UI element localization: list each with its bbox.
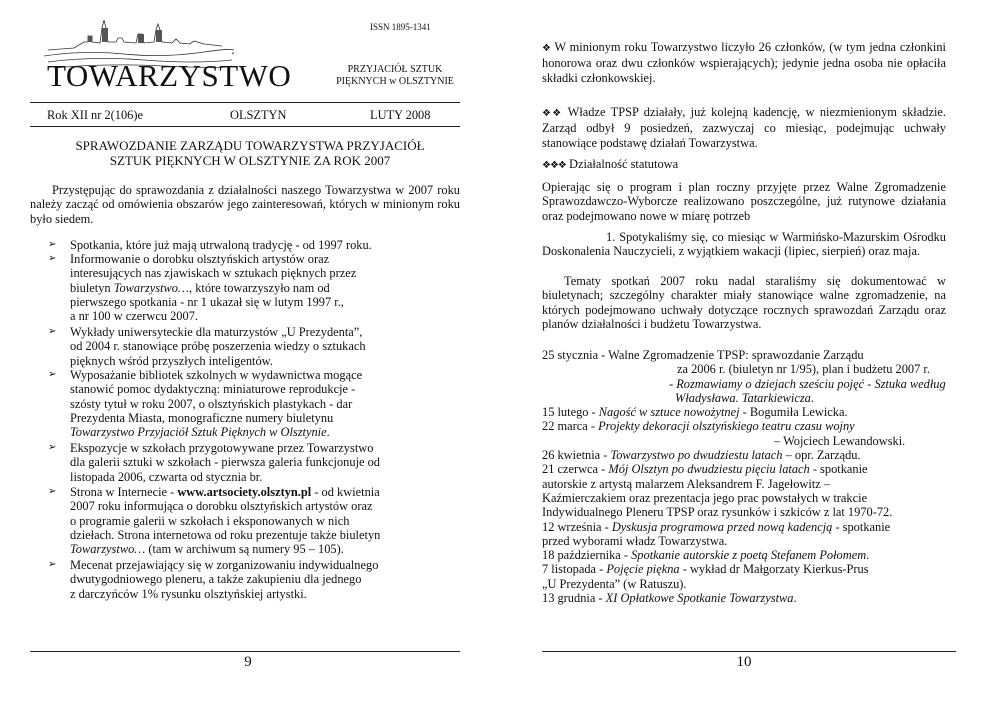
bullet-arrow-icon: ➢ — [48, 486, 57, 497]
publisher-name — [310, 64, 480, 88]
issn: ISSN 1895-1341 — [370, 22, 431, 32]
issue-date: LUTY 2008 — [370, 108, 431, 122]
schedule-entry: 25 stycznia - Walne Zgromadzenie TPSP: sprawozdanie Zarządu — [542, 348, 864, 362]
schedule-entry: 18 października - Spotkanie autorskie z poetą Stefanem Połomem. — [542, 548, 870, 563]
statutory-heading: ❖❖❖ Działalność statutowa — [542, 157, 679, 171]
bullet-5-line-1: Ekspozycje w szkołach przygotowywane przez Towarzystwo — [70, 441, 374, 455]
page-number: 9 — [244, 654, 252, 670]
bullet-5-line-2: dla galerii sztuki w szkołach - pierwsza galeria funkcjonuje od — [70, 455, 380, 470]
bullet-5 — [48, 441, 448, 484]
bullet-arrow-icon: ➢ — [48, 559, 57, 570]
schedule-entry: 12 września - Dyskusja programowa przed nową kadencją - spotkanie — [542, 519, 891, 534]
program-paragraph: Opierając się o program i plan roczny przyjęte przez Walne Zgromadzenie Sprawozdawczo-Wyborcze realizowano poszczególne, już rutynowe działania oraz podejmowano nowe w miarę potrzeb — [542, 180, 946, 223]
masthead-title: TOWARZYSTWO — [47, 58, 292, 93]
members-paragraph: ❖ W minionym roku Towarzystwo liczyło 26 członków, (w tym jedna członkini honorowa oraz dwu członków wspierających); jedynie jedna osoba nie opłaciła składki członkowskiej. — [542, 40, 946, 85]
triple-diamond-icon: ❖❖❖ — [542, 160, 566, 171]
bullet-2 — [48, 252, 448, 323]
right-page — [496, 0, 992, 701]
bullet-2-line-2: interesujących nas zjawiskach w sztukach pięknych przez — [70, 266, 357, 281]
bullet-5-line-3: listopada 2006, czwarta od stycznia br. — [70, 469, 263, 484]
masthead-rule-top — [30, 102, 460, 103]
bullet-4-line-2: stanowić pomoc dydaktyczną: miniaturowe reprodukcje - — [70, 382, 356, 397]
bullet-7-line-3: z darczyńców 1% rysunku olsztyńskiej artystki. — [70, 586, 307, 601]
bullet-3-line-1: Wykłady uniwersyteckie dla maturzystów „U Prezydenta”, — [70, 325, 363, 339]
schedule-entry: 7 listopada - Pojęcie piękna - wykład dr Małgorzaty Kierkus-Prus — [542, 562, 869, 577]
bullet-7-line-1: Mecenat przejawiający się w zorganizowaniu indywidualnego — [70, 558, 379, 572]
bullet-4-line-3: szósty tytuł w roku 2007, o olsztyńskich plastykach - dar — [70, 396, 353, 411]
bullet-4 — [48, 368, 448, 439]
bullet-arrow-icon: ➢ — [48, 326, 57, 337]
intro-paragraph: Przystępując do sprawozdania z działalności naszego Towarzystwa w 2007 roku należy zacząć od omówienia obszarów jego zainteresowań, których w minionym roku było siedem. — [30, 183, 460, 226]
bullet-3 — [48, 325, 448, 368]
bullet-arrow-icon: ➢ — [48, 442, 57, 453]
bulletin-title: Towarzystwo… — [113, 280, 190, 295]
bullet-2-line-1: Informowanie o dorobku olsztyńskich artystów oraz — [70, 252, 330, 266]
footer-rule — [30, 651, 460, 652]
bullet-4-line-5: Towarzystwo Przyjaciół Sztuk Pięknych w Olsztynie. — [70, 425, 330, 440]
bullet-6-line-2: 2007 roku informująca o dorobku olsztyńskich artystów oraz — [70, 499, 373, 514]
schedule-entry: 21 czerwca - Mój Olsztyn po dwudziestu pięciu latach - spotkanie — [542, 462, 868, 477]
bullet-3-line-2: od 2004 r. stanowiące próbę poszerzenia wiedzy o sztukach — [70, 339, 366, 354]
website-url[interactable]: www.artsociety.olsztyn.pl — [177, 485, 312, 499]
page-number: 10 — [736, 654, 752, 670]
bullet-3-line-3: pięknych wśród przyszłych inteligentów. — [70, 353, 273, 368]
report-heading-line-2: SZTUK PIĘKNYCH W OLSZTYNIE ZA ROK 2007 — [109, 153, 391, 168]
bullet-4-line-4: Prezydenta Miasta, monograficzne numery biuletynu — [70, 410, 334, 425]
bullet-6-line-3: o programie galerii w szkołach i eksponowanych w nich — [70, 513, 350, 528]
bullet-6-line-1: Strona w Internecie - www.artsociety.olsztyn.pl - od kwietnia — [70, 485, 380, 499]
report-heading — [40, 138, 460, 168]
bullet-1 — [48, 238, 448, 252]
issue-number: Rok XII nr 2(106)e — [47, 108, 144, 122]
bullet-arrow-icon: ➢ — [48, 369, 57, 380]
diamond-icon: ❖ — [542, 43, 551, 54]
publisher-line-1: PRZYJACIÓŁ SZTUK — [347, 64, 443, 75]
publisher-line-2: PIĘKNYCH w OLSZTYNIE — [336, 76, 454, 87]
schedule-entry: 15 lutego - Nagość w sztuce nowożytnej - Bogumiła Lewicka. — [542, 405, 848, 420]
bullet-2-line-3: biuletyn Towarzystwo…, które towarzyszyło nam od — [70, 280, 330, 295]
topics-paragraph: Tematy spotkań 2007 roku nadal staraliśmy się dokumentować w biuletynach; szczególny charakter miały stanowiące walne zgromadzenie, na których podejmowano uchwały dotyczące rocznych sprawozdań Zarządu oraz planów działalności i budżetu Towarzystwa. — [542, 274, 946, 331]
bullet-2-line-4: pierwszego spotkania - nr 1 ukazał się w lutym 1997 r., — [70, 294, 344, 309]
masthead-rule-bottom — [30, 126, 460, 127]
schedule-entry: 13 grudnia - XI Opłatkowe Spotkanie Towarzystwa. — [542, 591, 797, 606]
meetings-paragraph: 1. Spotykaliśmy się, co miesiąc w Warmińsko-Mazurskim Ośrodku Doskonalenia Nauczycieli, z wyjątkiem wakacji (lipiec, sierpień) oraz maja. — [542, 230, 946, 259]
authorities-paragraph: ❖❖ Władze TPSP działały, już kolejną kadencję, w niezmienionym składzie. Zarząd odbył 9 posiedzeń, zazwyczaj co miesiąc, podejmując uchwały stanowiące podstawę działań Towarzystwa. — [542, 105, 946, 150]
bullet-1-text: Spotkania, które już mają utrwaloną tradycję - od 1997 roku. — [70, 238, 372, 252]
footer-rule — [542, 651, 956, 652]
bullet-arrow-icon: ➢ — [48, 253, 57, 264]
meeting-schedule: 25 stycznia - Walne Zgromadzenie TPSP: sprawozdanie Zarządu za 2006 r. (biuletyn nr 1/95), plan i budżetu 2007 r. - Rozmawiamy o dziejach sześciu pojęć - Sztuka według Władysława. Tatarkiewicza. 15 lutego - Nagość w sztuce nowożytnej - Bogumiła Lewicka. 22 marca - Projekty dekoracji olsztyńskiego teatru czasu wojny – Wojciech Lewandowski. 26 kwietnia - Towarzystwo po dwudziestu latach – opr. Zarządu. 21 czerwca - Mój Olsztyn po dwudziestu pięciu latach - spotkanie autorskie z artystą malarzem Aleksandrem F. Jagełowitz – Kaźmierczakiem oraz prezentacja jego prac powstałych w trakcie Indywidualnego Pleneru TPSP oraz rysunków i szkiców z lat 1970-72. 12 września - Dyskusja programowa przed nową kadencją - spotkanie przed wyborami władz Towarzystwa. 18 października - Spotkanie autorskie z poetą Stefanem Połomem. 7 listopada - Pojęcie piękna - wykład dr Małgorzaty Kierkus-Prus „U Prezydenta” (w Ratuszu). 13 grudnia - XI Opłatkowe Spotkanie Towarzystwa. — [542, 348, 962, 605]
bullet-7 — [48, 558, 448, 601]
report-heading-line-1: SPRAWOZDANIE ZARZĄDU TOWARZYSTWA PRZYJACIÓŁ — [75, 138, 425, 153]
bullet-6-line-5: Towarzystwo… (tam w archiwum są numery 95 – 105). — [70, 542, 344, 557]
bullet-4-line-1: Wyposażanie bibliotek szkolnych w wydawnictwa mogące — [70, 368, 363, 382]
double-diamond-icon: ❖❖ — [542, 108, 563, 119]
bullet-arrow-icon: ➢ — [48, 239, 57, 250]
bullet-6-line-4: dziełach. Strona internetowa od roku prezentuje także biuletyn — [70, 527, 381, 542]
schedule-entry: 26 kwietnia - Towarzystwo po dwudziestu latach – opr. Zarządu. — [542, 448, 861, 463]
bullet-6 — [48, 485, 448, 556]
bullet-7-line-2: dwutygodniowego pleneru, a także zakupieniu dla jednego — [70, 572, 362, 587]
schedule-entry: 22 marca - Projekty dekoracji olsztyńskiego teatru czasu wojny — [542, 419, 855, 434]
issue-city: OLSZTYN — [230, 108, 287, 122]
bullet-2-line-5: a nr 100 w czerwcu 2007. — [70, 309, 198, 324]
